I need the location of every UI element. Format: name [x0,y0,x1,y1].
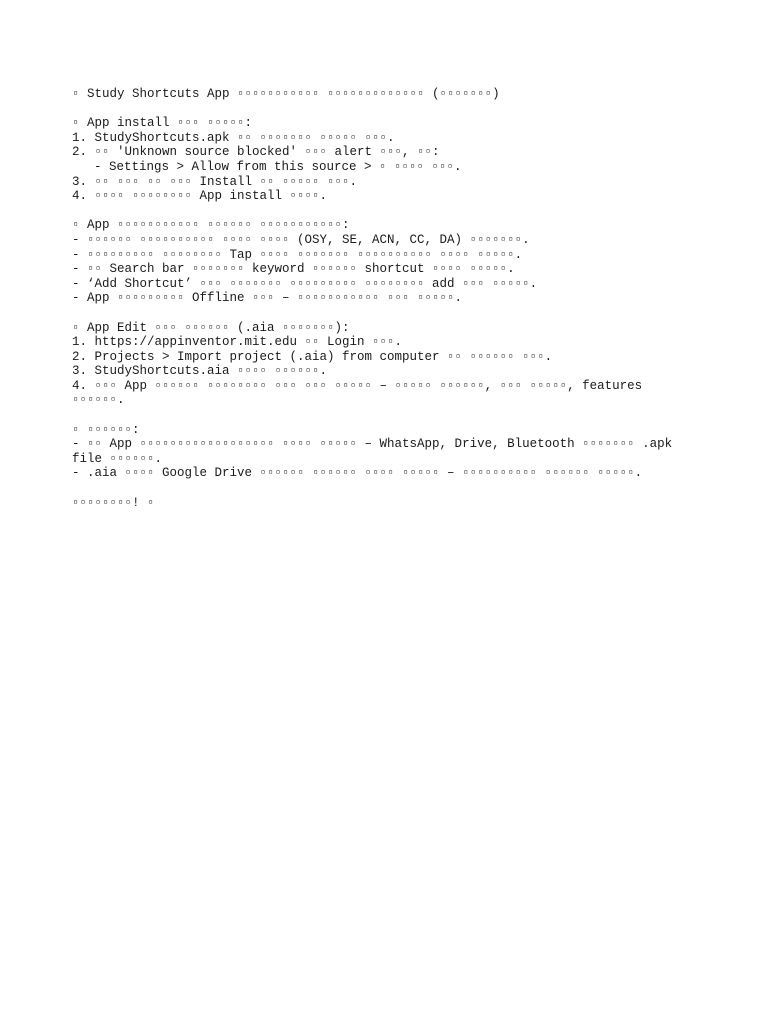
install-section [72,116,692,204]
closing-line: ▫▫▫▫▫▫▫▫! ▫ [72,495,155,510]
edit-step: 2. Projects > Import project (.aia) from computer ▫▫ ▫▫▫▫▫▫ ▫▫▫. [72,349,553,364]
install-substep: - Settings > Allow from this source > ▫ ▫▫▫▫ ▫▫▫. [94,159,462,174]
usage-item: - ▫▫▫▫▫▫▫▫▫ ▫▫▫▫▫▫▫▫ Tap ▫▫▫▫ ▫▫▫▫▫▫▫ ▫▫▫▫▫▫▫▫▫▫ ▫▫▫▫ ▫▫▫▫▫. [72,247,523,262]
notes-item: - ▫▫ App ▫▫▫▫▫▫▫▫▫▫▫▫▫▫▫▫▫▫ ▫▫▫▫ ▫▫▫▫▫ – WhatsApp, Drive, Bluetooth ▫▫▫▫▫▫▫ .apk file ▫▫▫▫▫▫. [72,437,680,466]
usage-item: - ‘Add Shortcut’ ▫▫▫ ▫▫▫▫▫▫▫ ▫▫▫▫▫▫▫▫▫ ▫▫▫▫▫▫▫▫ add ▫▫▫ ▫▫▫▫▫. [72,276,538,291]
install-step: 4. ▫▫▫▫ ▫▫▫▫▫▫▫▫ App install ▫▫▫▫. [72,189,328,204]
edit-step: 3. StudyShortcuts.aia ▫▫▫▫ ▫▫▫▫▫▫. [72,364,328,379]
edit-step: 4. ▫▫▫ App ▫▫▫▫▫▫ ▫▫▫▫▫▫▫▫ ▫▫▫ ▫▫▫ ▫▫▫▫▫ – ▫▫▫▫▫ ▫▫▫▫▫▫, ▫▫▫ ▫▫▫▫▫, features ▫▫▫▫▫▫. [72,378,650,408]
notes-item: - .aia ▫▫▫▫ Google Drive ▫▫▫▫▫▫ ▫▫▫▫▫▫ ▫▫▫▫ ▫▫▫▫▫ – ▫▫▫▫▫▫▫▫▫▫ ▫▫▫▫▫▫ ▫▫▫▫▫. [72,466,643,481]
document-title: ▫ Study Shortcuts App ▫▫▫▫▫▫▫▫▫▫▫ ▫▫▫▫▫▫▫▫▫▫▫▫▫ (▫▫▫▫▫▫▫) [72,87,500,101]
install-step: 3. ▫▫ ▫▫▫ ▫▫ ▫▫▫ Install ▫▫ ▫▫▫▫▫ ▫▫▫. [72,174,358,189]
title-section [72,87,692,102]
document-page [72,87,692,525]
install-step: 2. ▫▫ 'Unknown source blocked' ▫▫▫ alert ▫▫▫, ▫▫: [72,145,440,160]
edit-step: 1. https://appinventor.mit.edu ▫▫ Login ▫▫▫. [72,335,403,350]
edit-heading: ▫ App Edit ▫▫▫ ▫▫▫▫▫▫ (.aia ▫▫▫▫▫▫▫): [72,320,350,335]
install-heading: ▫ App install ▫▫▫ ▫▫▫▫▫: [72,116,253,131]
usage-section [72,218,692,306]
install-step: 1. StudyShortcuts.apk ▫▫ ▫▫▫▫▫▫▫ ▫▫▫▫▫ ▫▫▫. [72,130,395,145]
usage-item: - App ▫▫▫▫▫▫▫▫▫ Offline ▫▫▫ – ▫▫▫▫▫▫▫▫▫▫▫ ▫▫▫ ▫▫▫▫▫. [72,291,463,306]
notes-section [72,423,692,481]
notes-heading: ▫ ▫▫▫▫▫▫: [72,422,140,437]
usage-heading: ▫ App ▫▫▫▫▫▫▫▫▫▫▫ ▫▫▫▫▫▫ ▫▫▫▫▫▫▫▫▫▫▫: [72,218,350,233]
closing-section [72,496,692,511]
usage-item: - ▫▫ Search bar ▫▫▫▫▫▫▫ keyword ▫▫▫▫▫▫ shortcut ▫▫▫▫ ▫▫▫▫▫. [72,262,515,277]
usage-item: - ▫▫▫▫▫▫ ▫▫▫▫▫▫▫▫▫▫ ▫▫▫▫ ▫▫▫▫ (OSY, SE, ACN, CC, DA) ▫▫▫▫▫▫▫. [72,232,530,247]
edit-section [72,321,692,409]
